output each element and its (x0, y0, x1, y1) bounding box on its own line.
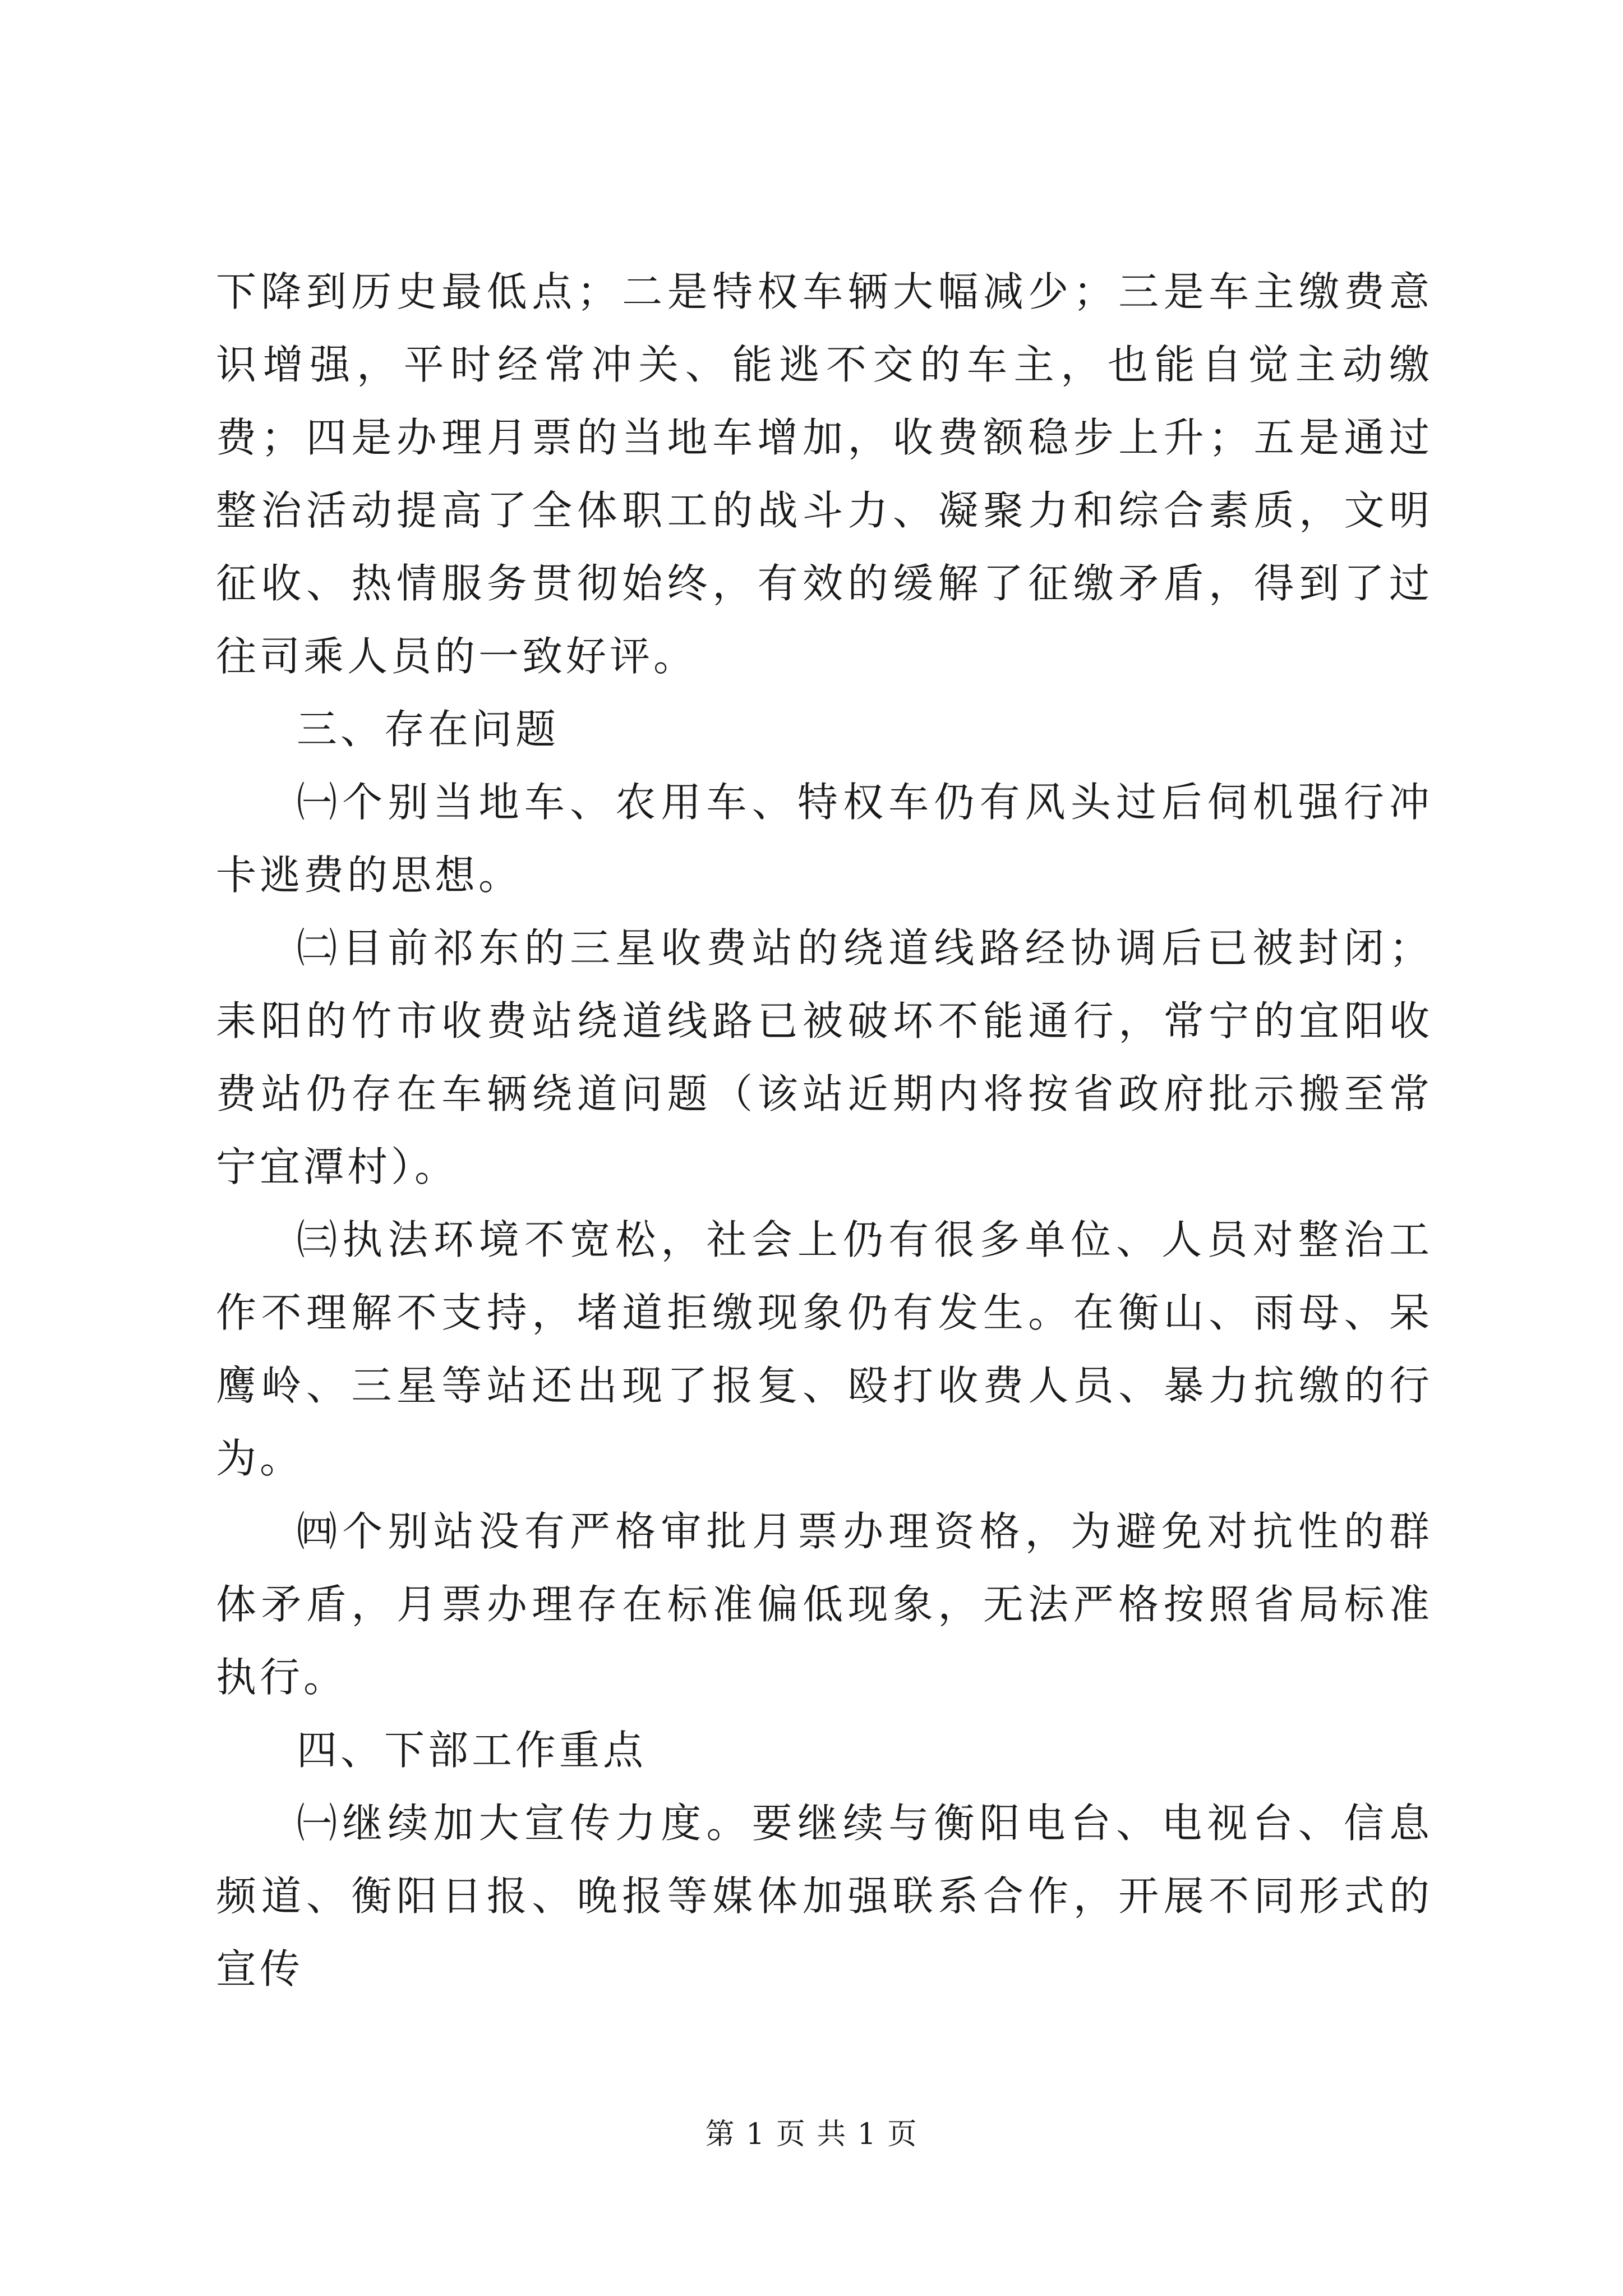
section-heading-next-work: 四、下部工作重点 (297, 1727, 647, 1774)
section-heading-problems: 三、存在问题 (297, 706, 560, 753)
problem-item-4: ㈣个别站没有严格审批月票办理资格，为避免对抗性的群体矛盾，月票办理存在标准偏低现象，无法严格按照省局标准执行。 (216, 1508, 1433, 1701)
problem-item-3: ㈢执法环境不宽松，社会上仍有很多单位、人员对整治工作不理解不支持，堵道拒缴现象仍有发生。在衡山、雨母、呆鹰岭、三星等站还出现了报复、殴打收费人员、暴力抗缴的行为。 (216, 1216, 1433, 1482)
document-body (216, 255, 1433, 2005)
work-item-1: ㈠继续加大宣传力度。要继续与衡阳电台、电视台、信息频道、衡阳日报、晚报等媒体加强联系合作，开展不同形式的宣传 (216, 1800, 1433, 1993)
paragraph-results-continuation: 下降到历史最低点；二是特权车辆大幅减少；三是车主缴费意识增强，平时经常冲关、能逃不交的车主，也能自觉主动缴费；四是办理月票的当地车增加，收费额稳步上升；五是通过整治活动提高了全体职工的战斗力、凝聚力和综合素质，文明征收、热情服务贯彻始终，有效的缓解了征缴矛盾，得到了过往司乘人员的一致好评。 (216, 268, 1433, 680)
problem-item-1: ㈠个别当地车、农用车、特权车仍有风头过后伺机强行冲卡逃费的思想。 (216, 779, 1433, 899)
problem-item-2: ㈡目前祁东的三星收费站的绕道线路经协调后已被封闭；耒阳的竹市收费站绕道线路已被破坏不能通行，常宁的宜阳收费站仍存在车辆绕道问题（该站近期内将按省政府批示搬至常宁宜潭村）。 (216, 924, 1433, 1190)
page-footer: 第 1 页 共 1 页 (705, 2118, 918, 2151)
